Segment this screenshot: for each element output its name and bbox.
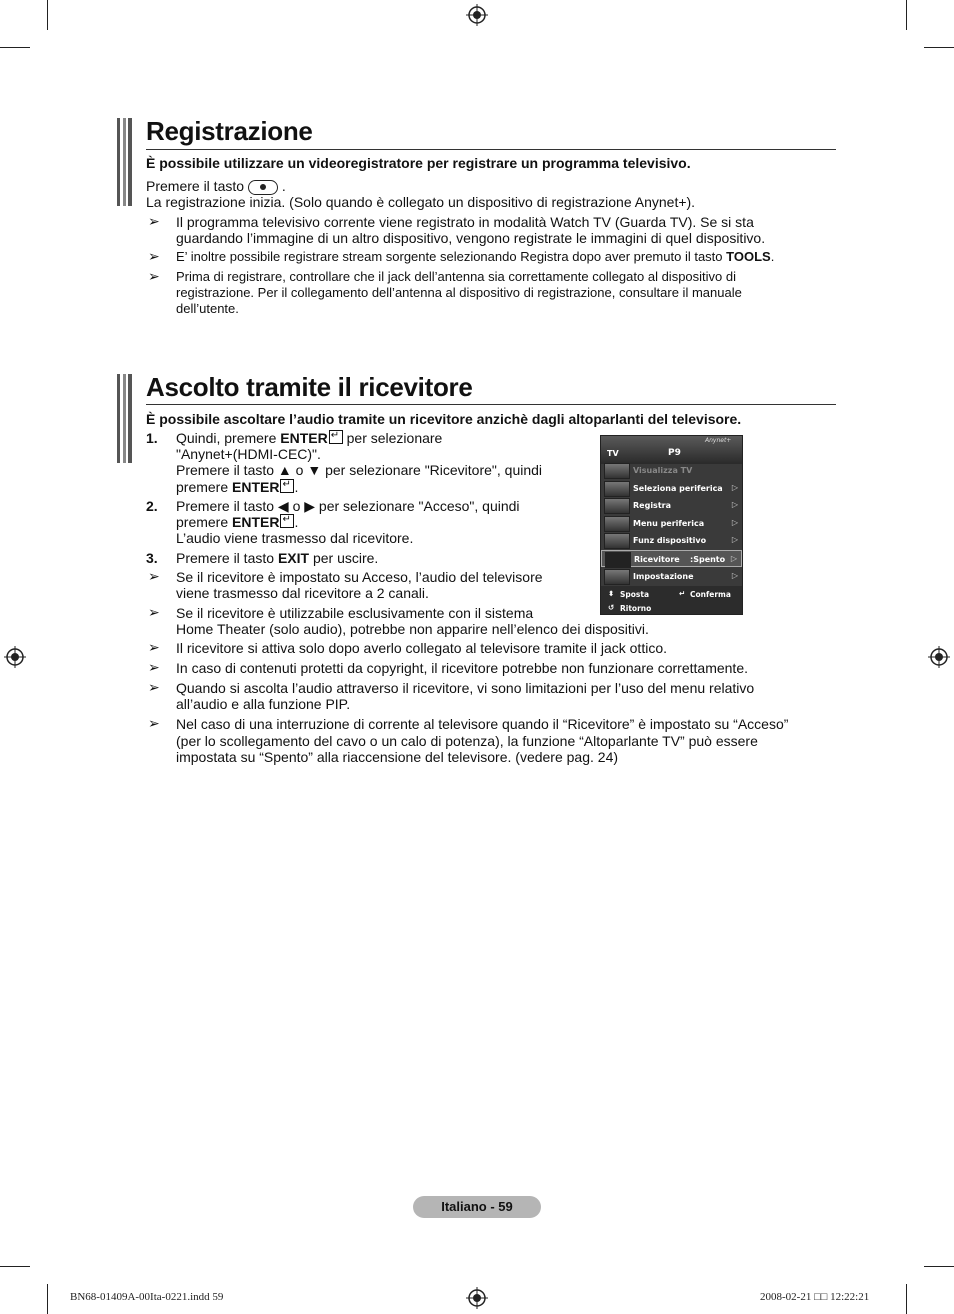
note-line: impostata su “Spento” alla riaccensione del televisore. (vedere pag. 24) bbox=[176, 749, 619, 765]
menu-item-icon bbox=[604, 463, 630, 479]
enter-key-icon bbox=[329, 430, 343, 444]
crop-mark bbox=[47, 1284, 48, 1314]
note-line: Il programma televisivo corrente viene registrato in modalità Watch TV (Guarda TV). Se si sta bbox=[176, 214, 754, 230]
menu-header bbox=[601, 436, 742, 464]
enter-key-icon bbox=[280, 479, 294, 493]
crop-mark bbox=[906, 0, 907, 30]
registration-mark-icon bbox=[928, 646, 950, 668]
menu-item-seleziona-periferica: Seleziona periferica ▷ bbox=[601, 480, 742, 497]
menu-item-icon bbox=[604, 481, 630, 497]
tools-key-label: TOOLS bbox=[726, 249, 771, 264]
section-title-registrazione: Registrazione bbox=[146, 116, 313, 146]
crop-mark bbox=[906, 1284, 907, 1314]
note-line: Nel caso di una interruzione di corrente al televisore quando il “Ricevitore” è impostato su “Acceso” bbox=[176, 716, 789, 732]
note-arrow-icon: ➢ bbox=[148, 213, 160, 229]
note-line: (per lo scollegamento del cavo o un calo di potenza), la funzione “Altoparlante TV” può essere bbox=[176, 733, 758, 749]
crop-mark bbox=[47, 0, 48, 30]
step-line: Premere il tasto ▲ o ▼ per selezionare "Ricevitore", quindi bbox=[176, 462, 543, 478]
step-line: Premere il tasto EXIT per uscire. bbox=[176, 550, 379, 566]
section-intro: È possibile ascoltare l’audio tramite un ricevitore anzichè dagli altoparlanti del televisore. bbox=[146, 411, 742, 427]
note-arrow-icon: ➢ bbox=[148, 659, 160, 675]
note-line: Il ricevitore si attiva solo dopo averlo collegato al televisore tramite il jack ottico. bbox=[176, 640, 667, 656]
note-line: Prima di registrare, controllare che il jack dell’antenna sia correttamente collegato al dispositivo di bbox=[176, 269, 736, 284]
note-arrow-icon: ➢ bbox=[148, 679, 160, 695]
note-line: all’audio e alla funzione PIP. bbox=[176, 696, 351, 712]
section-side-bar bbox=[117, 118, 132, 206]
crop-mark bbox=[0, 47, 30, 48]
step-number: 1. bbox=[146, 430, 158, 446]
menu-item-ricevitore: Ricevitore :Spento ▷ bbox=[601, 550, 742, 567]
note-line: Se il ricevitore è utilizzabile esclusivamente con il sistema bbox=[176, 605, 534, 621]
enter-key-icon bbox=[280, 514, 294, 528]
registration-mark-icon bbox=[4, 646, 26, 668]
note-line: viene trasmesso dal ricevitore a 2 canali. bbox=[176, 585, 429, 601]
title-rule bbox=[146, 404, 836, 405]
menu-item-icon bbox=[605, 552, 631, 568]
menu-source: TV bbox=[607, 449, 619, 458]
note-line: Se il ricevitore è impostato su Acceso, l’audio del televisore bbox=[176, 569, 543, 585]
body-line: La registrazione inizia. (Solo quando è collegato un dispositivo di registrazione Anynet+). bbox=[146, 194, 696, 210]
menu-item-icon bbox=[604, 533, 630, 549]
arrow-right-icon: ▷ bbox=[731, 571, 738, 580]
step-number: 3. bbox=[146, 550, 158, 566]
title-rule bbox=[146, 149, 836, 150]
menu-item-impostazione: Impostazione ▷ bbox=[601, 568, 742, 585]
menu-item-menu-periferica: Menu periferica ▷ bbox=[601, 515, 742, 532]
note-arrow-icon: ➢ bbox=[148, 715, 160, 731]
note-line: guardando l’immagine di un altro dispositivo, vengono registrate le immagini di quel dispositivo. bbox=[176, 230, 766, 246]
arrow-right-icon: ▷ bbox=[731, 500, 738, 509]
crop-mark bbox=[924, 47, 954, 48]
date-slug: 2008-02-21 □□ 12:22:21 bbox=[760, 1291, 870, 1303]
step-number: 2. bbox=[146, 498, 158, 514]
step-line: premere ENTER↵ . bbox=[176, 479, 298, 495]
step-line: Quindi, premere ENTER↵ per selezionare bbox=[176, 430, 442, 446]
step-line: Premere il tasto ◀ o ▶ per selezionare "Acceso", quindi bbox=[176, 498, 520, 514]
menu-channel: P9 bbox=[668, 448, 681, 458]
section-intro: È possibile utilizzare un videoregistratore per registrare un programma televisivo. bbox=[146, 155, 691, 171]
note-arrow-icon: ➢ bbox=[148, 568, 160, 584]
gear-icon bbox=[604, 569, 630, 585]
menu-item-icon bbox=[604, 498, 630, 514]
menu-footer: ⬍ Sposta ↵ Conferma ↺ Ritorno bbox=[601, 586, 742, 614]
menu-item-icon bbox=[604, 516, 630, 532]
menu-item-funz-dispositivo: Funz dispositivo ▷ bbox=[601, 532, 742, 549]
note-arrow-icon: ➢ bbox=[148, 604, 160, 620]
step-line: L’audio viene trasmesso dal ricevitore. bbox=[176, 530, 414, 546]
file-slug: BN68-01409A-00Ita-0221.indd 59 bbox=[70, 1291, 224, 1303]
arrow-right-icon: ▷ bbox=[731, 518, 738, 527]
arrow-right-icon: ▷ bbox=[730, 554, 737, 563]
crop-mark bbox=[924, 1266, 954, 1267]
note-line: registrazione. Per il collegamento dell’antenna al dispositivo di registrazione, consultare il manuale bbox=[176, 285, 742, 300]
note-arrow-icon: ➢ bbox=[148, 248, 160, 264]
arrow-right-icon: ▷ bbox=[731, 483, 738, 492]
note-line: dell’utente. bbox=[176, 301, 239, 316]
tv-menu-screenshot bbox=[600, 435, 743, 615]
note-line: E’ inoltre possibile registrare stream sorgente selezionando Registra dopo aver premuto il tasto TOOLS. bbox=[176, 249, 775, 264]
step-line: premere ENTER↵ . bbox=[176, 514, 298, 530]
note-line: In caso di contenuti protetti da copyright, il ricevitore potrebbe non funzionare correttamente. bbox=[176, 660, 748, 676]
step-line: "Anynet+(HDMI-CEC)". bbox=[176, 446, 321, 462]
return-icon: ↺ bbox=[608, 603, 615, 612]
section-title-ricevitore: Ascolto tramite il ricevitore bbox=[146, 372, 473, 402]
anynet-logo: Anynet+ bbox=[705, 437, 732, 444]
record-key-icon bbox=[248, 180, 278, 195]
crop-mark bbox=[0, 1266, 30, 1267]
page-number-badge: Italiano - 59 bbox=[413, 1196, 541, 1218]
menu-item-registra: Registra ▷ bbox=[601, 497, 742, 514]
registration-mark-icon bbox=[466, 1287, 488, 1309]
note-line: Quando si ascolta l’audio attraverso il ricevitore, vi sono limitazioni per l’uso del menu relativo bbox=[176, 680, 755, 696]
note-arrow-icon: ➢ bbox=[148, 268, 160, 284]
menu-item-visualizza-tv: Visualizza TV bbox=[601, 462, 742, 479]
up-down-icon: ⬍ bbox=[608, 589, 615, 598]
arrow-right-icon: ▷ bbox=[731, 535, 738, 544]
press-key-line: Premere il tasto . bbox=[146, 178, 286, 194]
note-arrow-icon: ➢ bbox=[148, 639, 160, 655]
enter-icon: ↵ bbox=[679, 589, 686, 598]
note-line: Home Theater (solo audio), potrebbe non apparire nell’elenco dei dispositivi. bbox=[176, 621, 649, 637]
section-side-bar bbox=[117, 374, 132, 463]
registration-mark-icon bbox=[466, 4, 488, 26]
